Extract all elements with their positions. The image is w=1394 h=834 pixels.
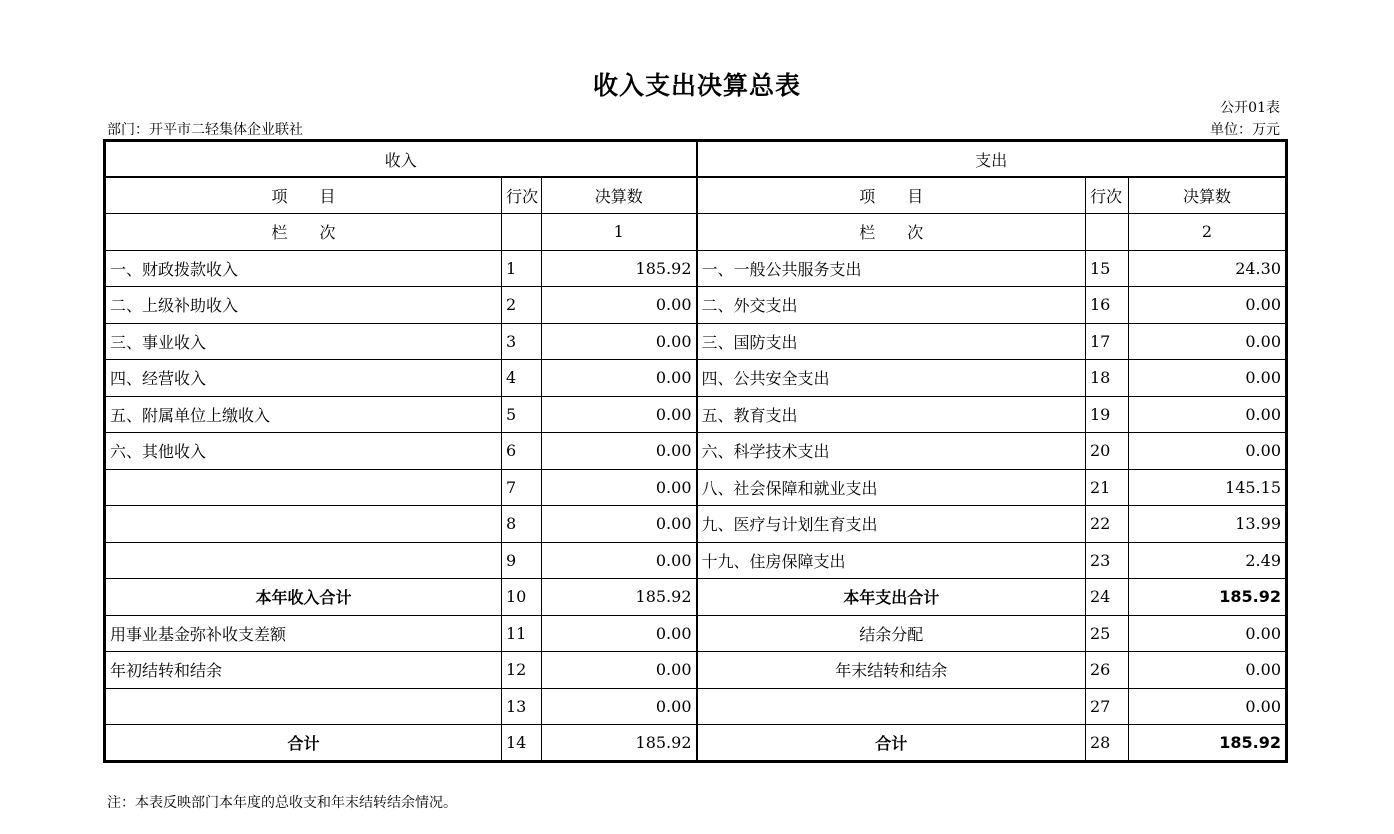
income-item: 三、事业收入 — [105, 323, 502, 360]
expense-total-value: 185.92 — [1129, 725, 1287, 762]
table-row — [105, 433, 1287, 470]
income-subtotal-label: 本年收入合计 — [105, 579, 502, 616]
expense-amount: 145.15 — [1129, 469, 1287, 506]
form-code: 公开01表 — [1220, 100, 1280, 116]
income-amount: 0.00 — [542, 396, 697, 433]
expense-row-no: 23 — [1086, 542, 1129, 579]
expense-row-no: 22 — [1086, 506, 1129, 543]
income-expense-table — [103, 139, 1288, 763]
empty-cell — [1086, 214, 1129, 251]
income-amount: 0.00 — [542, 323, 697, 360]
expense-item: 六、科学技术支出 — [697, 433, 1086, 470]
expense-rowno-header: 行次 — [1086, 177, 1129, 214]
income-header: 收入 — [105, 141, 697, 178]
income-item: 年初结转和结余 — [105, 652, 502, 689]
expense-item: 三、国防支出 — [697, 323, 1086, 360]
income-column-label: 栏 次 — [105, 214, 502, 251]
expense-subtotal-no: 24 — [1086, 579, 1129, 616]
table-row — [105, 396, 1287, 433]
expense-row-no: 18 — [1086, 360, 1129, 397]
income-item — [105, 469, 502, 506]
table-row — [105, 469, 1287, 506]
income-subtotal-no: 10 — [502, 579, 542, 616]
expense-column-label: 栏 次 — [697, 214, 1086, 251]
expense-row-no: 26 — [1086, 652, 1129, 689]
expense-item: 五、教育支出 — [697, 396, 1086, 433]
expense-item: 八、社会保障和就业支出 — [697, 469, 1086, 506]
empty-cell — [502, 214, 542, 251]
expense-subtotal-label: 本年支出合计 — [697, 579, 1086, 616]
expense-item: 九、医疗与计划生育支出 — [697, 506, 1086, 543]
expense-row-no: 20 — [1086, 433, 1129, 470]
income-row-no: 12 — [502, 652, 542, 689]
expense-item: 一、一般公共服务支出 — [697, 250, 1086, 287]
expense-subtotal-value: 185.92 — [1129, 579, 1287, 616]
income-amount: 0.00 — [542, 542, 697, 579]
expense-item: 年末结转和结余 — [697, 652, 1086, 689]
income-amount: 0.00 — [542, 688, 697, 725]
expense-row-no: 19 — [1086, 396, 1129, 433]
table-row — [105, 652, 1287, 689]
expense-row-no: 15 — [1086, 250, 1129, 287]
income-total-value: 185.92 — [542, 725, 697, 762]
section-header-row — [105, 141, 1287, 178]
income-amount: 0.00 — [542, 287, 697, 324]
income-item — [105, 688, 502, 725]
income-amount-header: 决算数 — [542, 177, 697, 214]
income-rowno-header: 行次 — [502, 177, 542, 214]
table-row — [105, 360, 1287, 397]
income-item: 用事业基金弥补收支差额 — [105, 615, 502, 652]
expense-row-no: 21 — [1086, 469, 1129, 506]
income-row-no: 4 — [502, 360, 542, 397]
income-row-no: 3 — [502, 323, 542, 360]
footnote: 注：本表反映部门本年度的总收支和年末结转结余情况。 — [107, 795, 457, 811]
income-total-label: 合计 — [105, 725, 502, 762]
expense-amount: 24.30 — [1129, 250, 1287, 287]
income-amount: 0.00 — [542, 506, 697, 543]
income-amount: 0.00 — [542, 360, 697, 397]
expense-total-label: 合计 — [697, 725, 1086, 762]
income-item: 五、附属单位上缴收入 — [105, 396, 502, 433]
expense-total-no: 28 — [1086, 725, 1129, 762]
subtotal-row — [105, 579, 1287, 616]
income-amount: 0.00 — [542, 615, 697, 652]
expense-amount: 0.00 — [1129, 287, 1287, 324]
expense-item: 四、公共安全支出 — [697, 360, 1086, 397]
expense-amount: 0.00 — [1129, 396, 1287, 433]
income-amount: 0.00 — [542, 469, 697, 506]
income-item — [105, 506, 502, 543]
expense-amount-header: 决算数 — [1129, 177, 1287, 214]
income-row-no: 2 — [502, 287, 542, 324]
expense-row-no: 17 — [1086, 323, 1129, 360]
page-title: 收入支出决算总表 — [592, 71, 801, 100]
expense-row-no: 25 — [1086, 615, 1129, 652]
table-row — [105, 615, 1287, 652]
income-subtotal-value: 185.92 — [542, 579, 697, 616]
expense-amount: 2.49 — [1129, 542, 1287, 579]
expense-amount: 0.00 — [1129, 360, 1287, 397]
expense-row-no: 27 — [1086, 688, 1129, 725]
income-row-no: 1 — [502, 250, 542, 287]
income-item: 一、财政拨款收入 — [105, 250, 502, 287]
expense-item: 结余分配 — [697, 615, 1086, 652]
income-column-number: 1 — [542, 214, 697, 251]
table-row — [105, 688, 1287, 725]
income-total-no: 14 — [502, 725, 542, 762]
income-amount: 0.00 — [542, 433, 697, 470]
income-item — [105, 542, 502, 579]
expense-header: 支出 — [697, 141, 1287, 178]
table-row — [105, 506, 1287, 543]
table-row — [105, 287, 1287, 324]
income-row-no: 7 — [502, 469, 542, 506]
table-row — [105, 250, 1287, 287]
income-item: 四、经营收入 — [105, 360, 502, 397]
expense-item: 二、外交支出 — [697, 287, 1086, 324]
table-row — [105, 542, 1287, 579]
income-row-no: 9 — [502, 542, 542, 579]
expense-item: 十九、住房保障支出 — [697, 542, 1086, 579]
expense-amount: 0.00 — [1129, 433, 1287, 470]
expense-amount: 13.99 — [1129, 506, 1287, 543]
income-item: 六、其他收入 — [105, 433, 502, 470]
income-item-header: 项 目 — [105, 177, 502, 214]
income-row-no: 11 — [502, 615, 542, 652]
total-row — [105, 725, 1287, 762]
expense-amount: 0.00 — [1129, 323, 1287, 360]
income-row-no: 6 — [502, 433, 542, 470]
table-row — [105, 323, 1287, 360]
expense-column-number: 2 — [1129, 214, 1287, 251]
income-amount: 185.92 — [542, 250, 697, 287]
expense-item-header: 项 目 — [697, 177, 1086, 214]
income-row-no: 13 — [502, 688, 542, 725]
unit-label: 单位：万元 — [1210, 122, 1280, 138]
income-row-no: 5 — [502, 396, 542, 433]
income-item: 二、上级补助收入 — [105, 287, 502, 324]
expense-amount: 0.00 — [1129, 615, 1287, 652]
expense-amount: 0.00 — [1129, 652, 1287, 689]
expense-row-no: 16 — [1086, 287, 1129, 324]
column-header-row — [105, 177, 1287, 214]
expense-item — [697, 688, 1086, 725]
expense-amount: 0.00 — [1129, 688, 1287, 725]
department-label: 部门：开平市二轻集体企业联社 — [107, 122, 303, 138]
income-row-no: 8 — [502, 506, 542, 543]
column-index-row — [105, 214, 1287, 251]
income-amount: 0.00 — [542, 652, 697, 689]
